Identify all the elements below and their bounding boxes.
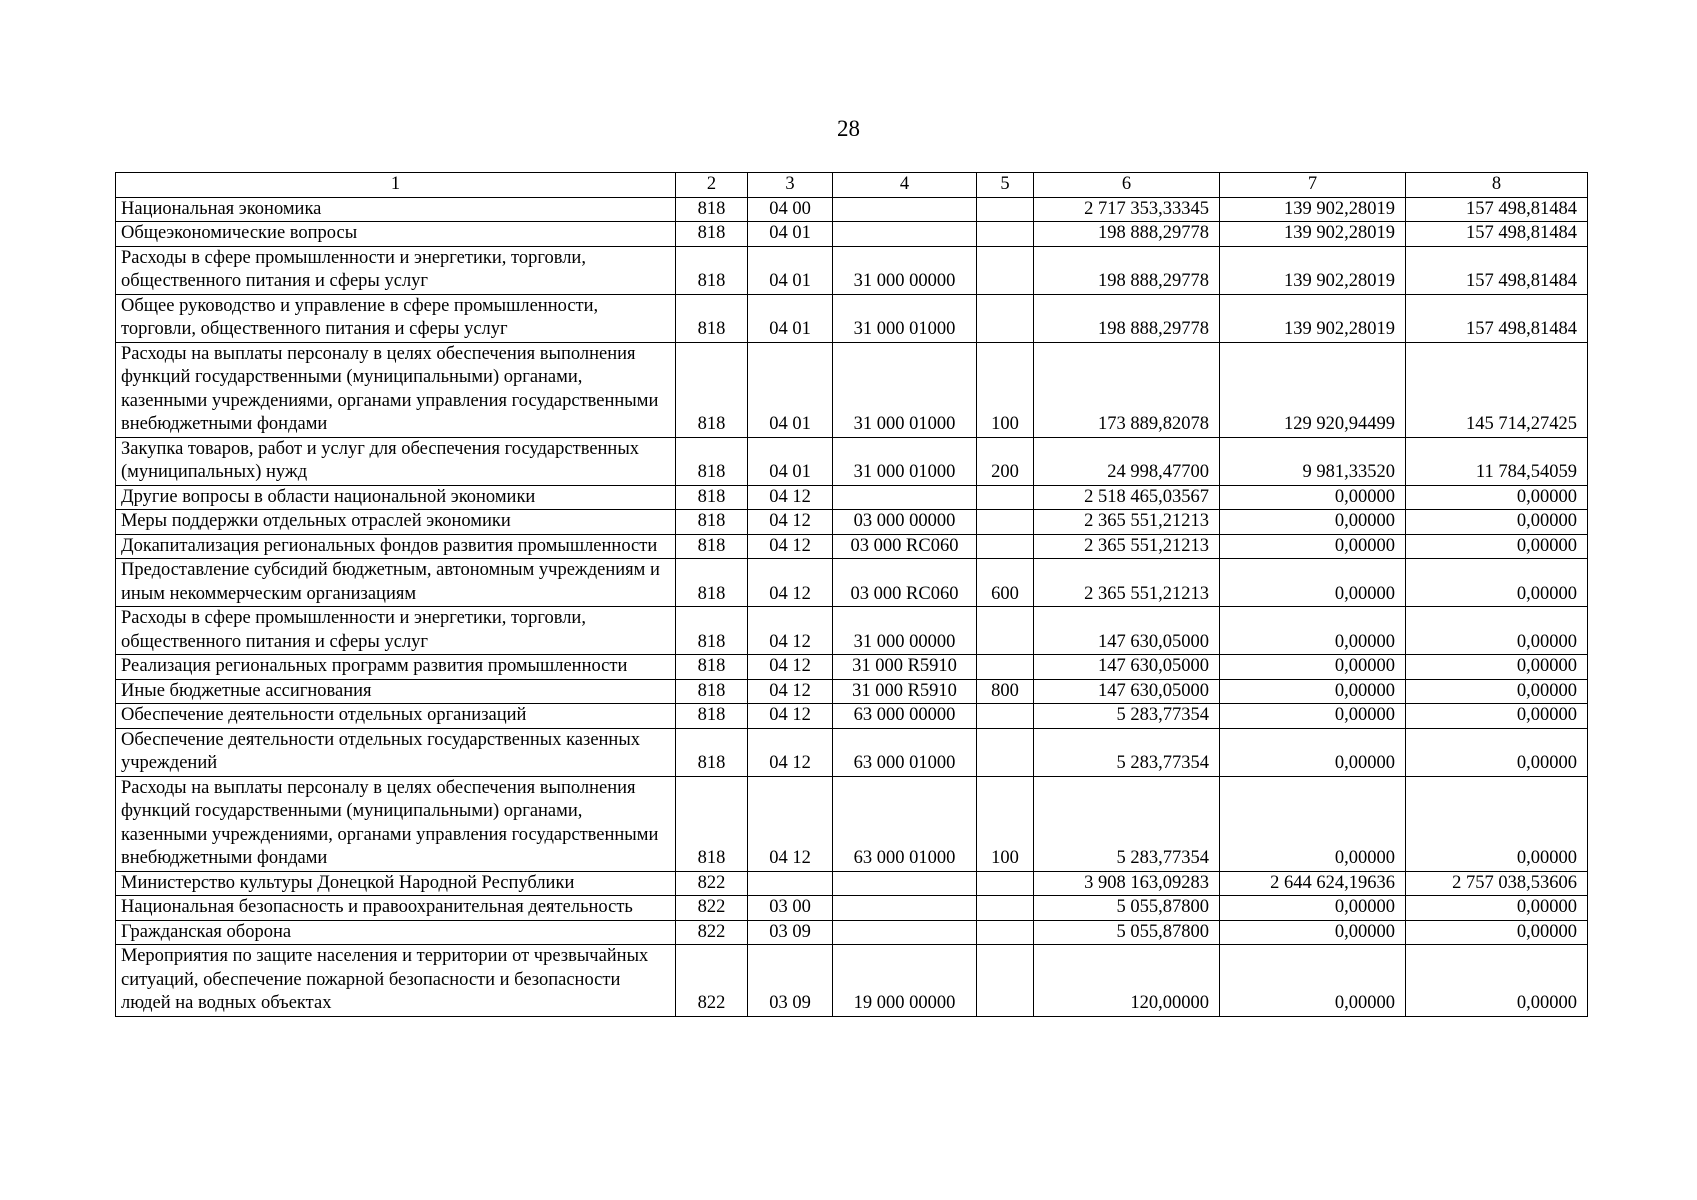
expense-type-cell <box>977 607 1034 655</box>
ministry-code-cell: 818 <box>676 776 748 871</box>
amount-col6-cell: 5 283,77354 <box>1034 776 1220 871</box>
amount-col6-cell: 198 888,29778 <box>1034 294 1220 342</box>
ministry-code-cell: 818 <box>676 246 748 294</box>
table-row <box>116 294 1588 342</box>
expense-name-cell: Гражданская оборона <box>116 920 676 945</box>
amount-col7-cell: 129 920,94499 <box>1220 342 1406 437</box>
amount-col8-cell: 0,00000 <box>1406 485 1588 510</box>
expense-type-cell <box>977 510 1034 535</box>
amount-col6-cell: 147 630,05000 <box>1034 607 1220 655</box>
table-row <box>116 510 1588 535</box>
ministry-code-cell: 818 <box>676 559 748 607</box>
ministry-code-cell: 818 <box>676 704 748 729</box>
amount-col7-cell: 0,00000 <box>1220 704 1406 729</box>
amount-col8-cell: 0,00000 <box>1406 896 1588 921</box>
section-code-cell: 04 12 <box>748 728 833 776</box>
target-article-cell: 03 000 RC060 <box>833 559 977 607</box>
table-row <box>116 871 1588 896</box>
amount-col6-cell: 3 908 163,09283 <box>1034 871 1220 896</box>
target-article-cell: 31 000 01000 <box>833 342 977 437</box>
target-article-cell: 63 000 01000 <box>833 728 977 776</box>
expense-name-cell: Национальная экономика <box>116 197 676 222</box>
expense-type-cell: 800 <box>977 679 1034 704</box>
target-article-cell: 31 000 00000 <box>833 246 977 294</box>
amount-col6-cell: 2 365 551,21213 <box>1034 559 1220 607</box>
amount-col6-cell: 120,00000 <box>1034 945 1220 1017</box>
ministry-code-cell: 818 <box>676 534 748 559</box>
expense-name-cell: Национальная безопасность и правоохранительная деятельность <box>116 896 676 921</box>
section-code-cell: 03 00 <box>748 896 833 921</box>
ministry-code-cell: 818 <box>676 197 748 222</box>
section-code-cell: 04 12 <box>748 776 833 871</box>
table-row <box>116 246 1588 294</box>
column-number: 5 <box>977 173 1034 198</box>
amount-col6-cell: 5 283,77354 <box>1034 704 1220 729</box>
expense-name-cell: Общеэкономические вопросы <box>116 222 676 247</box>
table-row <box>116 534 1588 559</box>
expense-type-cell <box>977 945 1034 1017</box>
section-code-cell: 04 01 <box>748 342 833 437</box>
expense-type-cell <box>977 704 1034 729</box>
target-article-cell: 03 000 RC060 <box>833 534 977 559</box>
section-code-cell: 04 12 <box>748 607 833 655</box>
expense-type-cell <box>977 920 1034 945</box>
amount-col6-cell: 147 630,05000 <box>1034 679 1220 704</box>
expense-name-cell: Расходы на выплаты персоналу в целях обеспечения выполнения функций государственными (муниципальными) органами, казенными учреждениями, органами управления государственными внебюджетными фондами <box>116 342 676 437</box>
target-article-cell <box>833 920 977 945</box>
amount-col6-cell: 2 717 353,33345 <box>1034 197 1220 222</box>
ministry-code-cell: 818 <box>676 655 748 680</box>
section-code-cell: 04 12 <box>748 655 833 680</box>
amount-col6-cell: 5 055,87800 <box>1034 920 1220 945</box>
target-article-cell: 63 000 01000 <box>833 776 977 871</box>
amount-col6-cell: 2 518 465,03567 <box>1034 485 1220 510</box>
expense-name-cell: Реализация региональных программ развития промышленности <box>116 655 676 680</box>
table-row <box>116 559 1588 607</box>
amount-col8-cell: 0,00000 <box>1406 704 1588 729</box>
ministry-code-cell: 818 <box>676 728 748 776</box>
section-code-cell: 04 12 <box>748 485 833 510</box>
amount-col6-cell: 5 055,87800 <box>1034 896 1220 921</box>
target-article-cell <box>833 896 977 921</box>
amount-col8-cell: 0,00000 <box>1406 534 1588 559</box>
ministry-code-cell: 818 <box>676 294 748 342</box>
section-code-cell: 04 01 <box>748 294 833 342</box>
table-row <box>116 728 1588 776</box>
expense-name-cell: Предоставление субсидий бюджетным, автономным учреждениям и иным некоммерческим организациям <box>116 559 676 607</box>
expense-type-cell <box>977 246 1034 294</box>
amount-col7-cell: 0,00000 <box>1220 776 1406 871</box>
column-number-row <box>116 173 1588 198</box>
section-code-cell: 04 01 <box>748 222 833 247</box>
amount-col7-cell: 0,00000 <box>1220 559 1406 607</box>
column-number: 6 <box>1034 173 1220 198</box>
target-article-cell <box>833 485 977 510</box>
ministry-code-cell: 822 <box>676 896 748 921</box>
table-row <box>116 945 1588 1017</box>
section-code-cell: 03 09 <box>748 945 833 1017</box>
amount-col7-cell: 139 902,28019 <box>1220 197 1406 222</box>
amount-col7-cell: 139 902,28019 <box>1220 294 1406 342</box>
table-row <box>116 655 1588 680</box>
expense-type-cell: 100 <box>977 776 1034 871</box>
table-row <box>116 704 1588 729</box>
section-code-cell: 04 12 <box>748 559 833 607</box>
amount-col6-cell: 2 365 551,21213 <box>1034 510 1220 535</box>
column-number: 8 <box>1406 173 1588 198</box>
expense-type-cell <box>977 222 1034 247</box>
expense-name-cell: Закупка товаров, работ и услуг для обеспечения государственных (муниципальных) нужд <box>116 437 676 485</box>
expense-name-cell: Обеспечение деятельности отдельных государственных казенных учреждений <box>116 728 676 776</box>
amount-col8-cell: 0,00000 <box>1406 728 1588 776</box>
expense-type-cell <box>977 655 1034 680</box>
table-row <box>116 607 1588 655</box>
amount-col6-cell: 24 998,47700 <box>1034 437 1220 485</box>
amount-col7-cell: 139 902,28019 <box>1220 222 1406 247</box>
ministry-code-cell: 818 <box>676 222 748 247</box>
expense-type-cell <box>977 485 1034 510</box>
table-row <box>116 485 1588 510</box>
amount-col8-cell: 157 498,81484 <box>1406 294 1588 342</box>
expense-name-cell: Другие вопросы в области национальной экономики <box>116 485 676 510</box>
ministry-code-cell: 818 <box>676 437 748 485</box>
expense-name-cell: Расходы в сфере промышленности и энергетики, торговли, общественного питания и сферы услуг <box>116 607 676 655</box>
expense-type-cell: 600 <box>977 559 1034 607</box>
amount-col7-cell: 0,00000 <box>1220 945 1406 1017</box>
expense-type-cell: 200 <box>977 437 1034 485</box>
amount-col8-cell: 157 498,81484 <box>1406 246 1588 294</box>
target-article-cell <box>833 197 977 222</box>
ministry-code-cell: 822 <box>676 920 748 945</box>
amount-col6-cell: 147 630,05000 <box>1034 655 1220 680</box>
expense-name-cell: Общее руководство и управление в сфере промышленности, торговли, общественного питания и сферы услуг <box>116 294 676 342</box>
section-code-cell: 03 09 <box>748 920 833 945</box>
amount-col8-cell: 0,00000 <box>1406 510 1588 535</box>
amount-col7-cell: 0,00000 <box>1220 485 1406 510</box>
amount-col7-cell: 0,00000 <box>1220 607 1406 655</box>
section-code-cell: 04 01 <box>748 246 833 294</box>
expense-type-cell <box>977 534 1034 559</box>
table-row <box>116 342 1588 437</box>
amount-col7-cell: 0,00000 <box>1220 896 1406 921</box>
column-number: 4 <box>833 173 977 198</box>
expense-type-cell <box>977 728 1034 776</box>
amount-col8-cell: 11 784,54059 <box>1406 437 1588 485</box>
column-number: 2 <box>676 173 748 198</box>
ministry-code-cell: 818 <box>676 485 748 510</box>
section-code-cell <box>748 871 833 896</box>
table-row <box>116 197 1588 222</box>
ministry-code-cell: 818 <box>676 510 748 535</box>
amount-col8-cell: 0,00000 <box>1406 559 1588 607</box>
target-article-cell: 31 000 00000 <box>833 607 977 655</box>
amount-col6-cell: 198 888,29778 <box>1034 246 1220 294</box>
page-number: 28 <box>837 116 860 141</box>
expense-type-cell <box>977 197 1034 222</box>
amount-col6-cell: 173 889,82078 <box>1034 342 1220 437</box>
expense-type-cell <box>977 871 1034 896</box>
target-article-cell: 31 000 R5910 <box>833 655 977 680</box>
table-body <box>116 173 1588 1017</box>
ministry-code-cell: 818 <box>676 679 748 704</box>
expense-name-cell: Министерство культуры Донецкой Народной Республики <box>116 871 676 896</box>
amount-col8-cell: 0,00000 <box>1406 776 1588 871</box>
amount-col7-cell: 0,00000 <box>1220 655 1406 680</box>
target-article-cell: 31 000 01000 <box>833 294 977 342</box>
ministry-code-cell: 818 <box>676 607 748 655</box>
amount-col8-cell: 0,00000 <box>1406 920 1588 945</box>
section-code-cell: 04 12 <box>748 534 833 559</box>
expense-type-cell <box>977 896 1034 921</box>
expense-type-cell: 100 <box>977 342 1034 437</box>
amount-col8-cell: 157 498,81484 <box>1406 222 1588 247</box>
amount-col6-cell: 198 888,29778 <box>1034 222 1220 247</box>
expense-name-cell: Обеспечение деятельности отдельных организаций <box>116 704 676 729</box>
amount-col8-cell: 0,00000 <box>1406 679 1588 704</box>
table-row <box>116 920 1588 945</box>
target-article-cell: 31 000 01000 <box>833 437 977 485</box>
expense-name-cell: Расходы в сфере промышленности и энергетики, торговли, общественного питания и сферы услуг <box>116 246 676 294</box>
ministry-code-cell: 822 <box>676 871 748 896</box>
table-row <box>116 776 1588 871</box>
section-code-cell: 04 00 <box>748 197 833 222</box>
target-article-cell: 19 000 00000 <box>833 945 977 1017</box>
expense-name-cell: Мероприятия по защите населения и территории от чрезвычайных ситуаций, обеспечение пожарной безопасности и безопасности людей на водных объектах <box>116 945 676 1017</box>
table-row <box>116 679 1588 704</box>
expense-name-cell: Расходы на выплаты персоналу в целях обеспечения выполнения функций государственными (муниципальными) органами, казенными учреждениями, органами управления государственными внебюджетными фондами <box>116 776 676 871</box>
target-article-cell: 63 000 00000 <box>833 704 977 729</box>
target-article-cell <box>833 871 977 896</box>
amount-col7-cell: 0,00000 <box>1220 510 1406 535</box>
amount-col7-cell: 139 902,28019 <box>1220 246 1406 294</box>
amount-col8-cell: 0,00000 <box>1406 607 1588 655</box>
amount-col8-cell: 2 757 038,53606 <box>1406 871 1588 896</box>
table-row <box>116 222 1588 247</box>
amount-col8-cell: 157 498,81484 <box>1406 197 1588 222</box>
section-code-cell: 04 12 <box>748 679 833 704</box>
expense-name-cell: Иные бюджетные ассигнования <box>116 679 676 704</box>
amount-col7-cell: 0,00000 <box>1220 920 1406 945</box>
column-number: 3 <box>748 173 833 198</box>
amount-col8-cell: 145 714,27425 <box>1406 342 1588 437</box>
expense-name-cell: Меры поддержки отдельных отраслей экономики <box>116 510 676 535</box>
target-article-cell: 31 000 R5910 <box>833 679 977 704</box>
amount-col7-cell: 0,00000 <box>1220 534 1406 559</box>
section-code-cell: 04 12 <box>748 704 833 729</box>
target-article-cell: 03 000 00000 <box>833 510 977 535</box>
amount-col7-cell: 9 981,33520 <box>1220 437 1406 485</box>
column-number: 1 <box>116 173 676 198</box>
expense-name-cell: Докапитализация региональных фондов развития промышленности <box>116 534 676 559</box>
ministry-code-cell: 818 <box>676 342 748 437</box>
budget-table <box>115 172 1588 1017</box>
amount-col6-cell: 2 365 551,21213 <box>1034 534 1220 559</box>
section-code-cell: 04 01 <box>748 437 833 485</box>
amount-col7-cell: 0,00000 <box>1220 679 1406 704</box>
amount-col7-cell: 0,00000 <box>1220 728 1406 776</box>
table-row <box>116 896 1588 921</box>
column-number: 7 <box>1220 173 1406 198</box>
expense-type-cell <box>977 294 1034 342</box>
section-code-cell: 04 12 <box>748 510 833 535</box>
amount-col8-cell: 0,00000 <box>1406 945 1588 1017</box>
amount-col6-cell: 5 283,77354 <box>1034 728 1220 776</box>
table-row <box>116 437 1588 485</box>
target-article-cell <box>833 222 977 247</box>
amount-col7-cell: 2 644 624,19636 <box>1220 871 1406 896</box>
amount-col8-cell: 0,00000 <box>1406 655 1588 680</box>
ministry-code-cell: 822 <box>676 945 748 1017</box>
